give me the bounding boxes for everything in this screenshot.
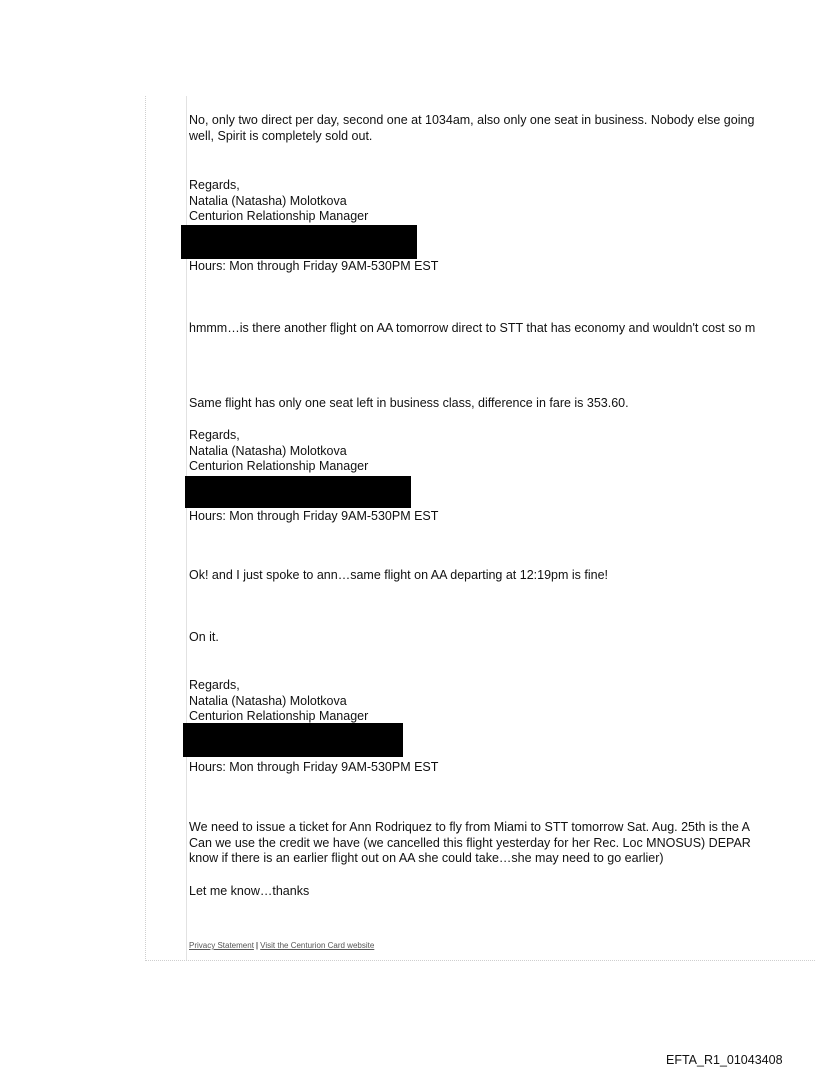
signature-regards: Regards, xyxy=(189,428,240,442)
hours-text: Hours: Mon through Friday 9AM-530PM EST xyxy=(189,259,439,273)
centurion-website-link[interactable]: Visit the Centurion Card website xyxy=(260,941,375,950)
footer-separator: | xyxy=(255,941,259,950)
hours-text: Hours: Mon through Friday 9AM-530PM EST xyxy=(189,760,439,774)
message-4 xyxy=(189,568,816,584)
message-line: know if there is an earlier flight out on AA she could take…she may need to go earlier) xyxy=(189,851,664,865)
document-id: EFTA_R1_01043408 xyxy=(666,1053,783,1067)
signature-block-3 xyxy=(189,678,816,725)
signature-name: Natalia (Natasha) Molotkova xyxy=(189,693,347,708)
redaction-box xyxy=(185,476,411,508)
message-6-closing xyxy=(189,884,816,900)
signature-name: Natalia (Natasha) Molotkova xyxy=(189,443,347,458)
message-line: No, only two direct per day, second one at 1034am, also only one seat in business. Nobody else going xyxy=(189,113,755,127)
signature-title: Centurion Relationship Manager xyxy=(189,709,369,723)
message-line: Same flight has only one seat left in business class, difference in fare is 353.60. xyxy=(189,396,629,410)
message-reply-1 xyxy=(189,113,816,144)
message-line: Ok! and I just spoke to ann…same flight on AA departing at 12:19pm is fine! xyxy=(189,568,609,582)
hours-text: Hours: Mon through Friday 9AM-530PM EST xyxy=(189,509,439,523)
message-line: On it. xyxy=(189,630,219,644)
signature-hours-2 xyxy=(189,509,816,525)
email-footer xyxy=(189,941,374,950)
message-line: hmmm…is there another flight on AA tomorrow direct to STT that has economy and wouldn't cost so m xyxy=(189,321,756,335)
redaction-box xyxy=(183,723,403,757)
message-line: We need to issue a ticket for Ann Rodriquez to fly from Miami to STT tomorrow Sat. Aug. 25th is the A xyxy=(189,820,750,834)
message-5 xyxy=(189,630,816,646)
signature-regards: Regards, xyxy=(189,678,240,692)
signature-hours-1 xyxy=(189,259,816,275)
signature-name: Natalia (Natasha) Molotkova xyxy=(189,193,347,208)
privacy-statement-link[interactable]: Privacy Statement xyxy=(189,941,254,950)
signature-regards: Regards, xyxy=(189,178,240,192)
message-line: Can we use the credit we have (we cancelled this flight yesterday for her Rec. Loc MNOSUS) DEPAR xyxy=(189,835,751,850)
signature-hours-3 xyxy=(189,760,816,776)
message-3 xyxy=(189,396,816,412)
message-line: well, Spirit is completely sold out. xyxy=(189,128,373,143)
signature-block-2 xyxy=(189,428,816,475)
message-6 xyxy=(189,820,816,867)
message-2 xyxy=(189,321,816,337)
redaction-box xyxy=(181,225,417,259)
signature-block-1 xyxy=(189,178,816,225)
signature-title: Centurion Relationship Manager xyxy=(189,459,369,473)
closing-line: Let me know…thanks xyxy=(189,884,310,898)
signature-title: Centurion Relationship Manager xyxy=(189,209,369,223)
